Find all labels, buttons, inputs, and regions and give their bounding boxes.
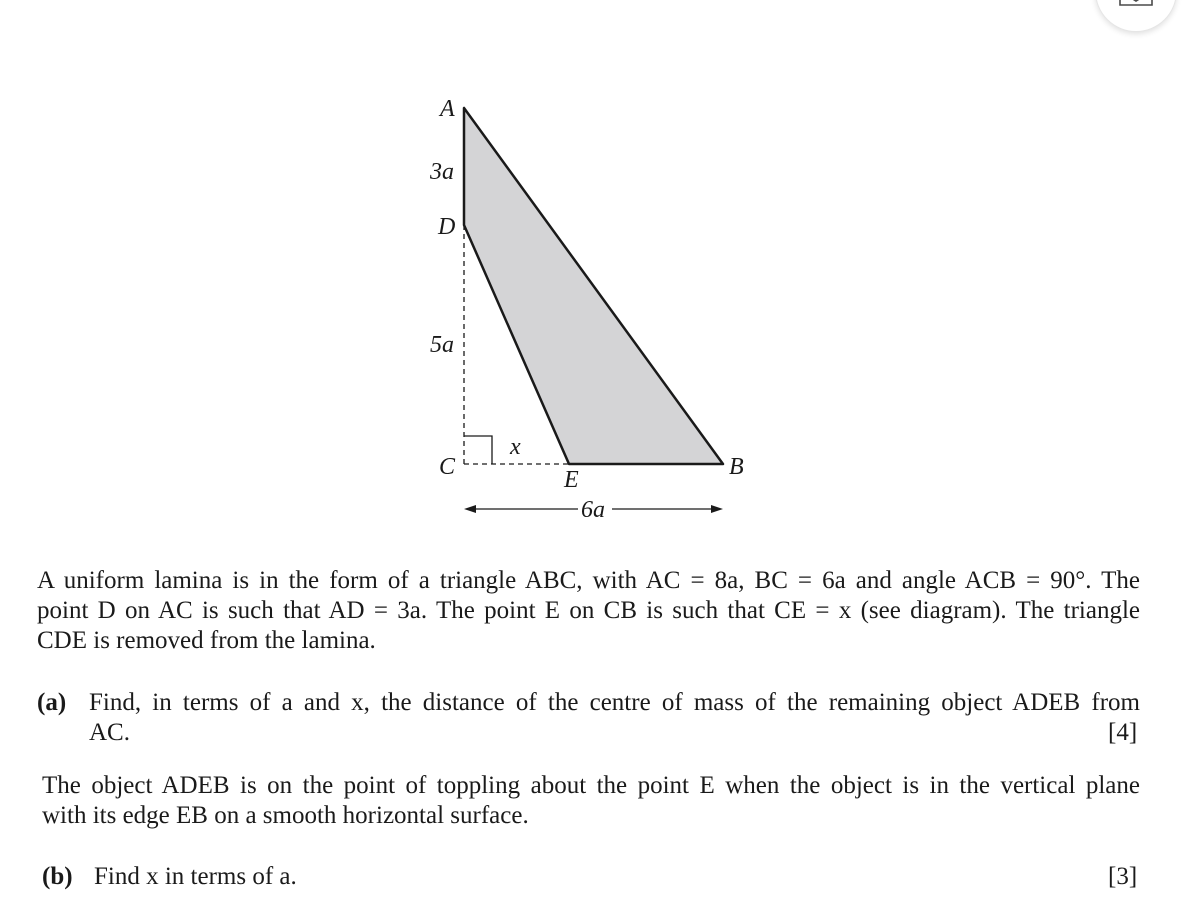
arrowhead-right: [711, 505, 723, 513]
label-a: A: [440, 96, 455, 122]
label-cb-length: 6a: [581, 497, 605, 523]
part-b-text: Find x in terms of a.: [94, 863, 297, 890]
label-c: C: [439, 454, 456, 480]
intro-line-1: A uniform lamina is in the form of a triangle ABC, with AC = 8a, BC = 6a and angle ACB = 90°. The: [37, 567, 1140, 594]
label-ad-length: 3a: [430, 159, 454, 185]
part-b-label: (b): [42, 863, 73, 890]
label-ce-length: x: [510, 434, 521, 460]
part-a-label: (a): [37, 689, 67, 716]
part-a-marks: [4]: [1108, 719, 1138, 746]
label-e: E: [564, 467, 579, 493]
context-line-2: with its edge EB on a smooth horizontal surface.: [42, 802, 529, 829]
lamina-shape: [464, 108, 723, 464]
label-dc-length: 5a: [430, 332, 454, 358]
part-b-marks: [3]: [1108, 863, 1138, 890]
intro-line-2: point D on AC is such that AD = 3a. The point E on CB is such that CE = x (see diagram). The triangle: [37, 597, 1140, 624]
arrowhead-left: [464, 505, 476, 513]
right-angle-marker: [464, 436, 492, 464]
part-a-line-2: AC.: [89, 719, 130, 746]
label-d: D: [438, 214, 456, 240]
context-line-1: The object ADEB is on the point of toppling about the point E when the object is in the vertical plane: [42, 772, 1140, 799]
part-a-line-1: Find, in terms of a and x, the distance of the centre of mass of the remaining object ADEB from: [89, 689, 1140, 716]
label-b: B: [729, 454, 744, 480]
intro-line-3: CDE is removed from the lamina.: [37, 627, 376, 654]
